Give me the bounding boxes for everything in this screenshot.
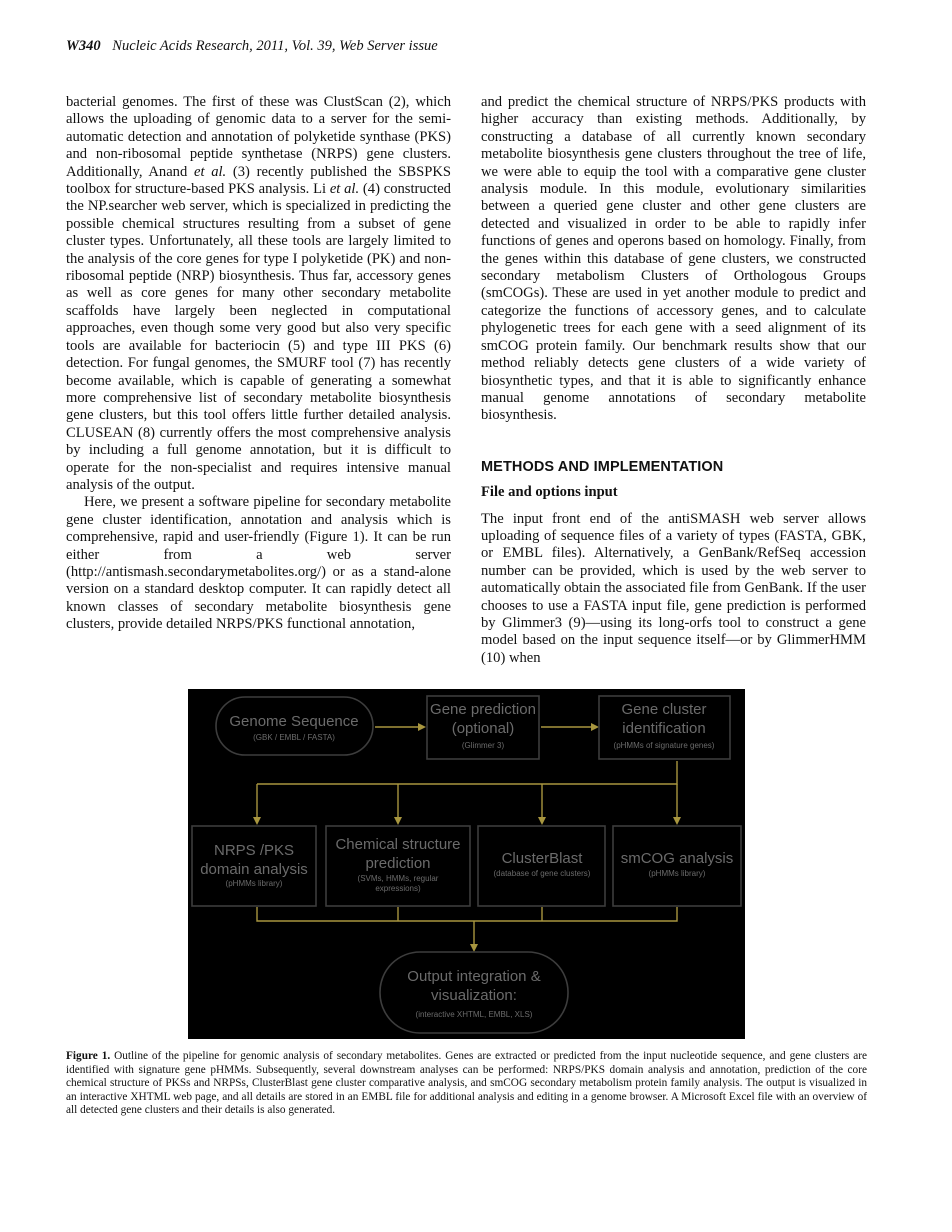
nrps-title-1: NRPS /PKS <box>213 842 295 859</box>
caption-text: Outline of the pipeline for genomic analysis of secondary metabolites. Genes are extracted or predicted from the input nucleotide sequence, and gene clusters are identified with signature gene pHMMs. Subsequently, several downstream analyses can be performed: NRPS/PKS domain analysis and annotation, prediction of the core chemical structure of PKSs and NRPSs, ClusterBlast gene cluster comparative analysis, and smCOG secondary metabolism protein family analysis. The output is visualized in an interactive XHTML web page, and all details are stored in an EMBL file for additional analysis and editing in a genome browser. A Microsoft Excel file with an overview of all detected gene clusters and their details is also generated. <box>66 1050 868 1117</box>
arrow-distribution-line <box>257 761 677 784</box>
left-column <box>66 94 451 634</box>
prediction-sub: (Glimmer 3) <box>461 741 505 750</box>
node-output-integration <box>380 952 568 1033</box>
journal-citation: Nucleic Acids Research, 2011, Vol. 39, Web Server issue <box>112 38 438 54</box>
output-title-1: Output integration & <box>407 968 541 985</box>
figure-caption <box>66 1050 867 1118</box>
nrps-sub: (pHMMs library) <box>225 879 283 888</box>
text-run: (3) recently published the SBSPKS toolbox for structure-based PKS analysis. Li <box>66 163 451 198</box>
node-gene-prediction <box>427 696 539 759</box>
output-title-2: visualization: <box>431 987 517 1004</box>
clusterblast-title: ClusterBlast <box>501 850 583 867</box>
text-run: bacterial genomes. The first of these was ClustScan (2), which allows the uploading of genomic data to a server for the semi-automatic detection and annotation of polyketide synthase (PKS) and non-ribosomal peptide synthetase (NRPS) gene clusters. Additionally, Anand <box>66 94 451 180</box>
right-column <box>481 94 866 667</box>
node-genome-sequence <box>216 697 373 755</box>
cluster-sub: (pHMMs of signature genes) <box>613 741 715 750</box>
chem-sub-1: (SVMs, HMMs, regular <box>357 874 439 883</box>
page-id: W340 <box>66 38 101 54</box>
cluster-title-1: Gene cluster <box>621 701 707 718</box>
section-heading: METHODS AND IMPLEMENTATION <box>481 458 724 475</box>
prediction-title-2: (optional) <box>451 720 515 737</box>
caption-label: Figure 1. <box>66 1050 111 1062</box>
subsection-heading: File and options input <box>481 484 618 501</box>
node-chemical-structure <box>326 826 470 906</box>
node-cluster-identification <box>599 696 730 759</box>
paragraph-related-tools <box>66 94 451 494</box>
genome-title: Genome Sequence <box>229 713 359 730</box>
node-smcog <box>613 826 741 906</box>
node-clusterblast <box>478 826 605 906</box>
running-header <box>66 38 438 55</box>
chem-title-2: prediction <box>365 855 431 872</box>
genome-sub: (GBK / EMBL / FASTA) <box>253 733 335 742</box>
chem-sub-2: expressions) <box>375 884 421 893</box>
output-sub: (interactive XHTML, EMBL, XLS) <box>415 1010 533 1019</box>
pipeline-figure <box>188 689 745 1039</box>
italic-et-al: et al. <box>329 181 360 198</box>
smcog-sub: (pHMMs library) <box>648 869 706 878</box>
prediction-title-1: Gene prediction <box>430 701 536 718</box>
pipeline-diagram <box>188 689 745 1039</box>
node-nrps-pks <box>192 826 316 906</box>
arrow-collect-line <box>257 907 677 921</box>
chem-title-1: Chemical structure <box>335 836 461 853</box>
cluster-title-2: identification <box>622 720 706 737</box>
paragraph-chemical-structure: and predict the chemical structure of NRPS/PKS products with higher accuracy than existing methods. Additionally, by constructing a database of all currently known secondary metabolite biosynthesis gene clusters throughout the tree of life, we were able to equip the tool with a comparative gene cluster analysis module. In this module, evolutionary similarities between a queried gene cluster and other gene clusters are detected and visualized in order to be able to rapidly infer functions of genes and operons based on homology. Finally, from the genes within this database of gene clusters, we constructed secondary metabolism Clusters of Orthologous Groups (smCOGs). These are used in yet another module to predict and categorize the functions of accessory genes, and to calculate phylogenetic trees for each gene with a seed alignment of its smCOG protein family. Our benchmark results show that our method reliably detects gene clusters of a wide variety of biosynthetic types, and that it is able to significantly enhance manual genome annotations of secondary metabolite biosynthesis. <box>481 94 866 424</box>
nrps-title-2: domain analysis <box>200 861 308 878</box>
italic-et-al: et al. <box>193 163 227 180</box>
clusterblast-sub: (database of gene clusters) <box>493 869 591 878</box>
smcog-title: smCOG analysis <box>620 850 734 867</box>
text-run: (4) constructed the NP.searcher web server, which is specialized in predicting the possible chemical structures resulting from a subset of gene cluster types. Unfortunately, all these tools are largely limited to the analysis of the core genes for type I polyketide (PK) and non-ribosomal peptide (NRP) biosynthesis. Thus far, accessory genes as well as core genes for many other secondary metabolite scaffolds have largely been neglected in computational approaches, even though some very good but also very specific tools are available for bacteriocin (5) and type III PKS (6) detection. For fungal genomes, the SMURF tool (7) has recently become available, which is capable of generating a somewhat more comprehensive list of secondary metabolite biosynthesis gene clusters, but this tool offers little further detailed analysis. CLUSEAN (8) currently offers the most comprehensive analysis by including a full genome annotation, but it is difficult to operate for the non-specialist and requires intensive manual analysis of the output. <box>66 181 451 493</box>
paragraph-present-pipeline: Here, we present a software pipeline for secondary metabolite gene cluster identification, annotation and analysis which is comprehensive, rapid and user-friendly (Figure 1). It can be run either from a web server (http://antismash.secondarymetabolites.org/) or as a stand-alone version on a standard desktop computer. It can rapidly detect all known classes of secondary metabolite biosynthesis gene clusters, provide detailed NRPS/PKS functional annotation, <box>66 494 451 633</box>
paragraph-file-input: The input front end of the antiSMASH web server allows uploading of sequence files of a variety of types (FASTA, GBK, or EMBL files). Alternatively, a GenBank/RefSeq accession number can be provided, which is used by the web server to automatically obtain the associated file from GenBank. If the user chooses to use a FASTA input file, gene prediction is performed by Glimmer3 (9)—using its long-orfs tool to construct a gene model based on the input sequence itself—or by GlimmerHMM (10) when <box>481 510 866 666</box>
